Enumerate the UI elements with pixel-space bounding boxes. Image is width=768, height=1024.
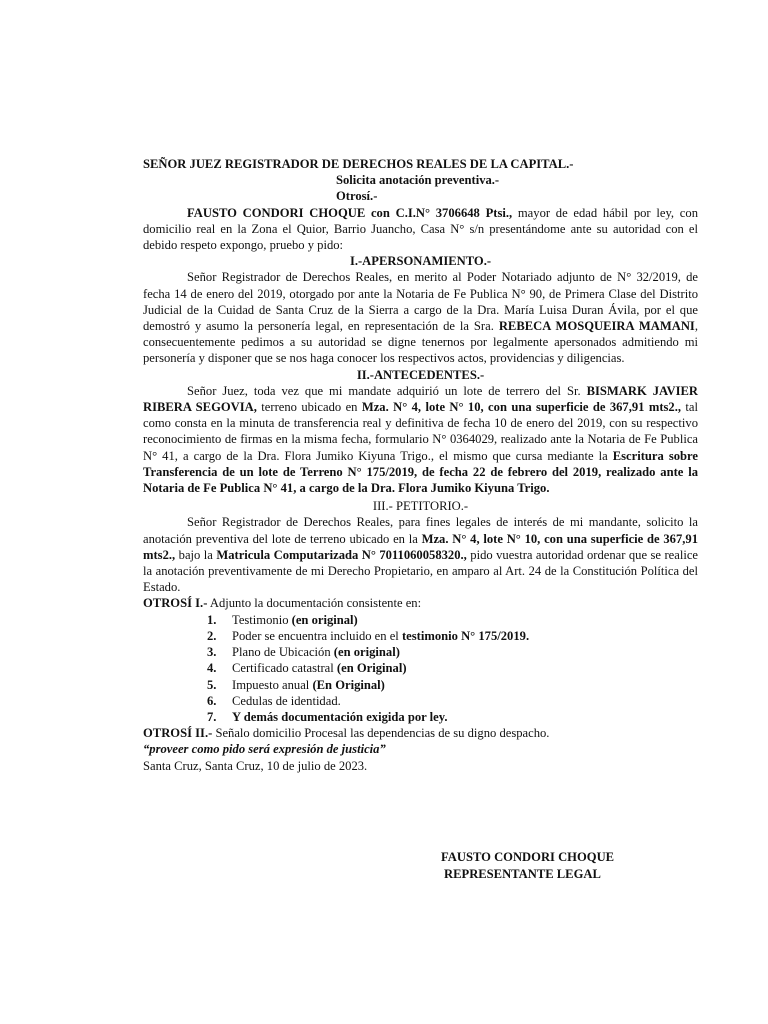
list-item-text: Cedulas de identidad. [232, 693, 341, 708]
intro-paragraph: FAUSTO CONDORI CHOQUE con C.I.N° 3706648 Ptsi., mayor de edad hábil por ley, con domicilio real en la Zona el Quior, Barrio Juancho, Casa N° s/n presentándome ante su autoridad con el debido respeto expongo, pruebo y pido: [143, 205, 698, 253]
list-item [143, 709, 698, 725]
addressee-heading: SEÑOR JUEZ REGISTRADOR DE DERECHOS REALES DE LA CAPITAL.- [143, 157, 574, 171]
list-item-text: Impuesto anual [232, 677, 313, 692]
list-item-bold: (en original) [333, 645, 400, 660]
list-item-number: 3. [207, 645, 217, 660]
petitorio-paragraph: Señor Registrador de Derechos Reales, para fines legales de interés de mi mandante, solicito la anotación preventiva del lote de terreno ubicado en la Mza. N° 4, lote N° 10, con una superficie de 367,91 mts2., bajo la Matricula Computarizada N° 7011060058320., pido vuestra autoridad ordenar que se realice la anotación preventivamente de mi Derecho Propietario, en amparo al Art. 24 de la Constitución Política del Estado. [143, 515, 698, 595]
legal-document [143, 156, 698, 774]
section-heading-petitorio: III.- PETITORIO.- [372, 499, 469, 514]
list-item [143, 628, 698, 644]
otrosi-2-label: OTROSÍ II.- [143, 726, 213, 741]
closing-motto: “proveer como pido será expresión de justicia” [143, 742, 386, 757]
lot-description: Mza. N° 4, lote N° 10, con una superficie de 367,91 mts2., [143, 531, 698, 562]
otrosi-line: Otrosí.- [336, 189, 378, 204]
list-item-number: 4. [207, 661, 217, 676]
list-item-text: Poder se encuentra incluido en el [232, 628, 402, 643]
place-date: Santa Cruz, Santa Cruz, 10 de julio de 2023. [143, 758, 368, 773]
section-heading-antecedentes: II.-ANTECEDENTES.- [356, 367, 485, 382]
seller-name: BISMARK JAVIER RIBERA SEGOVIA, [143, 383, 698, 415]
signature-block [441, 849, 614, 883]
list-item-number: 5. [207, 677, 217, 692]
matricula-number: Matricula Computarizada N° 7011060058320., [212, 547, 467, 562]
list-item-bold: testimonio N° 175/2019. [401, 628, 530, 643]
list-item-number: 7. [207, 709, 217, 724]
otrosi-1-label: OTROSÍ I.- [143, 596, 208, 611]
apersonamiento-paragraph: Señor Registrador de Derechos Reales, en merito al Poder Notariado adjunto de N° 32/2019, de fecha 14 de enero del 2019, otorgado por ante la Notaria de Fe Publica N° 90, de Primera Clase del Distrito Judicial de la Cuidad de Santa Cruz de la Sierra a cargo de la Dra. María Luisa Duran Ávila, por el que demostró y asumo la personería legal, en representación de la Sra. REBECA MOSQUEIRA MAMANI, consecuentemente pedimos a su autoridad se digne tenernos por legalmente apersonados admitiendo mi personería y disponer que se nos haga conocer los respectivos actos, providencias y diligencias. [143, 270, 698, 366]
signer-name: FAUSTO CONDORI CHOQUE [441, 850, 615, 864]
list-item-bold: Y demás documentación exigida por ley. [232, 709, 448, 724]
list-item-bold: (en Original) [336, 661, 407, 676]
list-item-number: 2. [207, 628, 217, 643]
list-item-text: Testimonio [232, 612, 292, 627]
list-item [143, 660, 698, 676]
otrosi-1-paragraph: OTROSÍ I.- Adjunto la documentación consistente en: [143, 596, 422, 611]
subject-line: Solicita anotación preventiva.- [336, 173, 500, 188]
list-item [143, 612, 698, 628]
section-heading-apersonamiento: I.-APERSONAMIENTO.- [349, 254, 492, 269]
petitioner-name: FAUSTO CONDORI CHOQUE con C.I.N° 3706648 Ptsi., [187, 205, 513, 220]
list-item [143, 644, 698, 660]
list-item [143, 677, 698, 693]
antecedentes-paragraph: Señor Juez, toda vez que mi mandate adquirió un lote de terrero del Sr. BISMARK JAVIER RIBERA SEGOVIA, terreno ubicado en Mza. N° 4, lote N° 10, con una superficie de 367,91 mts2., tal como consta en la minuta de transferencia real y definitiva de fecha 10 de enero del 2019, con su respectivo reconocimiento de firmas en la misma fecha, formulario N° 0364029, realizado ante la Notaria de Fe Publica N° 41, a cargo de la Dra. Flora Jumiko Kiyuna Trigo., el mismo que cursa mediante la Escritura sobre Transferencia de un lote de Terreno N° 175/2019, de fecha 22 de febrero del 2019, realizado ante la Notaria de Fe Publica N° 41, a cargo de la Dra. Flora Jumiko Kiyuna Trigo. [143, 383, 698, 496]
list-item-text: Certificado catastral [232, 661, 337, 676]
list-item-number: 6. [207, 693, 217, 708]
list-item-number: 1. [207, 612, 217, 627]
otrosi-2-paragraph: OTROSÍ II.- Señalo domicilio Procesal las dependencias de su digno despacho. [143, 726, 550, 741]
represented-name: REBECA MOSQUEIRA MAMANI [493, 319, 695, 334]
lot-description: Mza. N° 4, lote N° 10, con una superficie de 367,91 mts2., [357, 400, 682, 415]
deed-description: Escritura sobre Transferencia de un lote de Terreno N° 175/2019, de fecha 22 de febrero del 2019, realizado ante la Notaria de Fe Publica N° 41, a cargo de la Dra. Flora Jumiko Kiyuna Trigo. [143, 448, 698, 496]
list-item-text: Plano de Ubicación [232, 645, 334, 660]
list-item-bold: (En Original) [312, 677, 385, 692]
documents-list [143, 612, 698, 725]
signer-role: REPRESENTANTE LEGAL [444, 867, 601, 881]
list-item [143, 693, 698, 709]
list-item-bold: (en original) [291, 612, 358, 627]
